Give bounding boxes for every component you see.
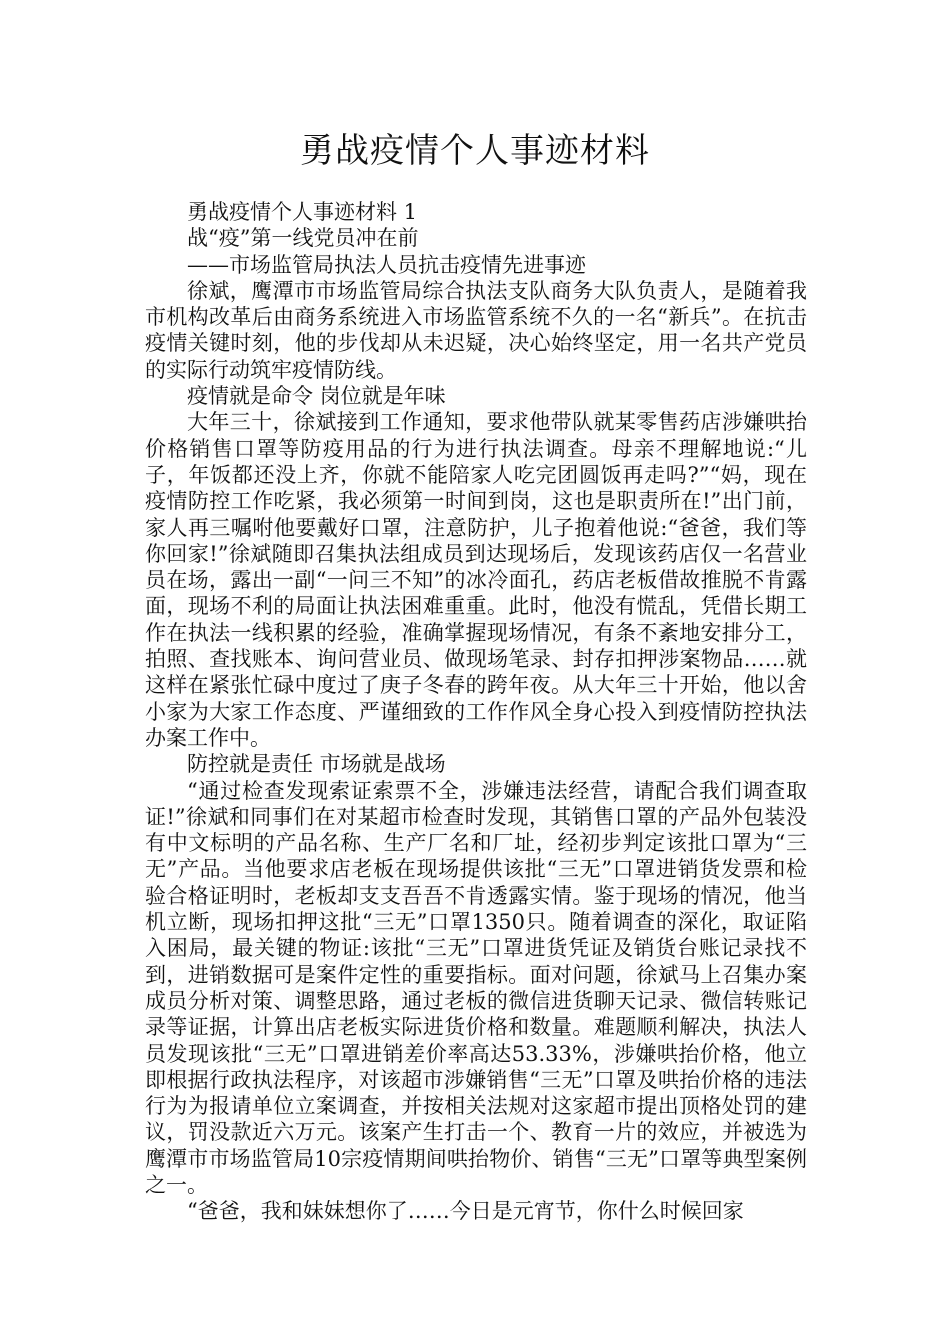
document-title: 勇战疫情个人事迹材料: [300, 131, 650, 171]
body-paragraph: 大年三十，徐斌接到工作通知，要求他带队就某零售药店涉嫌哄抬价格销售口罩等防疫用品的行为进行执法调查。母亲不理解地说:“儿子，年饭都还没上齐，你就不能陪家人吃完团圆饭再走吗?”“妈，现在疫情防控工作吃紧，我必须第一时间到岗，这也是职责所在!”出门前，家人再三嘱咐他要戴好口罩，注意防护，儿子抱着他说:“爸爸，我们等你回家!”徐斌随即召集执法组成员到达现场后，发现该药店仅一名营业员在场，露出一副“一问三不知”的冰冷面孔，药店老板借故推脱不肯露面，现场不利的局面让执法困难重重。此时，他没有慌乱，凭借长期工作在执法一线积累的经验，准确掌握现场情况，有条不紊地安排分工，拍照、查找账本、询问营业员、做现场笔录、封存扣押涉案物品……就这样在紧张忙碌中度过了庚子冬春的跨年夜。从大年三十开始，他以舍小家为大家工作态度、严谨细致的工作作风全身心投入到疫情防控执法办案工作中。: [145, 410, 807, 750]
section-heading: 防控就是责任 市场就是战场: [187, 752, 446, 777]
body-paragraph: “通过检查发现索证索票不全，涉嫌违法经营，请配合我们调查取证!”徐斌和同事们在对某超市检查时发现，其销售口罩的产品外包装没有中文标明的产品名称、生产厂名和厂址，经初步判定该批口罩为“三无”产品。当他要求店老板在现场提供该批“三无”口罩进销货发票和检验合格证明时，老板却支支吾吾不肯透露实情。鉴于现场的情况，他当机立断，现场扣押这批“三无”口罩1350只。随着调查的深化，取证陷入困局，最关键的物证:该批“三无”口罩进货凭证及销货台账记录找不到，进销数据可是案件定性的重要指标。面对问题，徐斌马上召集办案成员分析对策、调整思路，通过老板的微信进货聊天记录、微信转账记录等证据，计算出店老板实际进货价格和数量。难题顺利解决，执法人员发现该批“三无”口罩进销差价率高达53.33%，涉嫌哄抬价格，他立即根据行政执法程序，对该超市涉嫌销售“三无”口罩及哄抬价格的违法行为为报请单位立案调查，并按相关法规对这家超市提出顶格处罚的建议，罚没款近六万元。该案产生打击一个、教育一片的效应，并被选为鹰潭市市场监管局10宗疫情期间哄抬物价、销售“三无”口罩等典型案例之一。: [145, 778, 807, 1197]
subtitle: ——市场监管局执法人员抗击疫情先进事迹: [187, 252, 586, 277]
subtitle: 战“疫”第一线党员冲在前: [187, 226, 419, 251]
section-heading: 勇战疫情个人事迹材料 1: [187, 200, 418, 224]
section-heading: 疫情就是命令 岗位就是年味: [187, 384, 446, 409]
body-paragraph: “爸爸，我和妹妹想你了……今日是元宵节，你什么时候回家: [187, 1199, 744, 1224]
document-body: [145, 199, 807, 1225]
body-paragraph: 徐斌，鹰潭市市场监管局综合执法支队商务大队负责人，是随着我市机构改革后由商务系统进入市场监管系统不久的一名“新兵”。在抗击疫情关键时刻，他的步伐却从未迟疑，决心始终坚定，用一名共产党员的实际行动筑牢疫情防线。: [145, 278, 807, 382]
